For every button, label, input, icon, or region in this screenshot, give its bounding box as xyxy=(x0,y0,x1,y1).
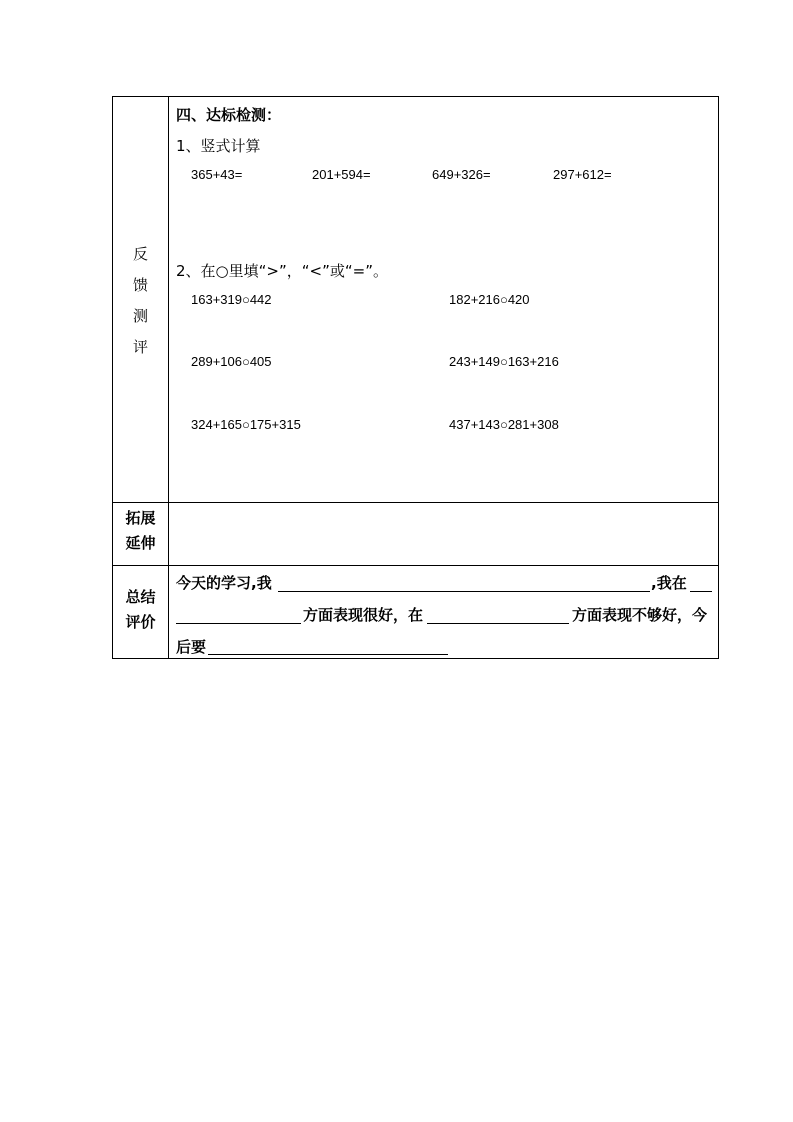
feedback-label-char: 反 xyxy=(132,245,148,263)
extension-label-line: 拓展 xyxy=(125,509,156,527)
extension-label-line: 延伸 xyxy=(125,534,156,552)
column-divider xyxy=(168,97,169,658)
feedback-label-char: 馈 xyxy=(132,276,148,294)
compare-item: 289+106○405 xyxy=(191,354,272,369)
row-divider-feedback xyxy=(113,502,718,503)
summary-label-line: 评价 xyxy=(125,613,156,631)
summary-text-1: 今天的学习,我 xyxy=(176,574,272,592)
compare-item: 163+319○442 xyxy=(191,292,272,307)
fill-blank-1[interactable] xyxy=(278,591,650,592)
feedback-label-char: 测 xyxy=(132,307,148,325)
feedback-label xyxy=(113,239,168,363)
summary-text-5: 后要 xyxy=(176,638,207,656)
compare-item: 243+149○163+216 xyxy=(449,354,559,369)
compare-item: 324+165○175+315 xyxy=(191,417,301,432)
summary-label xyxy=(113,585,168,635)
section-heading: 四、达标检测： xyxy=(176,106,282,124)
fill-blank-3[interactable] xyxy=(176,623,301,624)
fill-blank-4[interactable] xyxy=(427,623,569,624)
compare-item: 182+216○420 xyxy=(449,292,530,307)
summary-text-3: 方面表现很好，在 xyxy=(303,606,424,624)
summary-text-4: 方面表现不够好，今 xyxy=(572,606,708,624)
worksheet-table xyxy=(112,96,719,659)
extension-label xyxy=(113,506,168,556)
question-2-title: 2、在○里填“>”，“<”或“=”。 xyxy=(176,262,388,280)
summary-label-line: 总结 xyxy=(125,588,156,606)
feedback-label-char: 评 xyxy=(132,338,148,356)
compare-item: 437+143○281+308 xyxy=(449,417,559,432)
summary-text-2: ,我在 xyxy=(651,574,687,592)
fill-blank-2[interactable] xyxy=(690,591,712,592)
calc-item: 365+43= xyxy=(191,167,243,182)
calc-item: 201+594= xyxy=(312,167,371,182)
calc-item: 297+612= xyxy=(553,167,612,182)
question-1-title: 1、竖式计算 xyxy=(176,137,261,155)
fill-blank-5[interactable] xyxy=(208,654,448,655)
calc-item: 649+326= xyxy=(432,167,491,182)
row-divider-extension xyxy=(113,565,718,566)
